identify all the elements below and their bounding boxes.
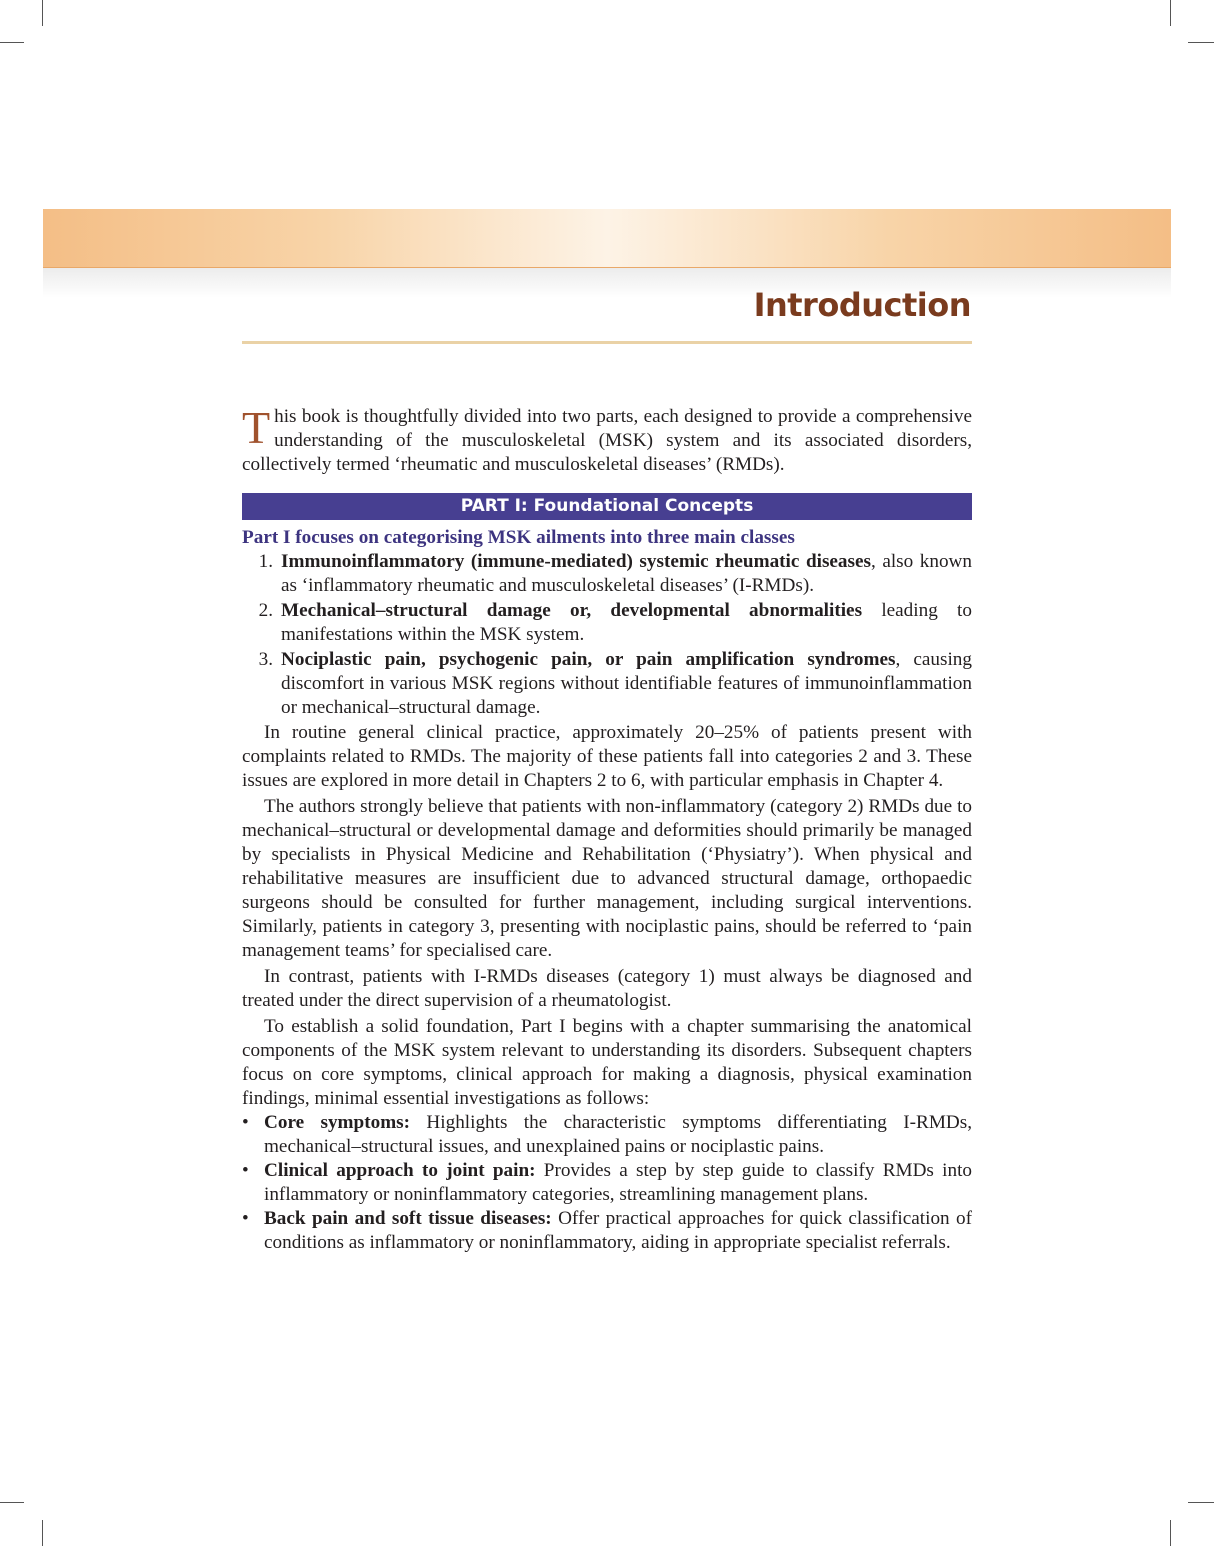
list-item-rest: , also known as ‘inflammatory rheumatic and musculoskeletal diseases’ (I-RMDs). bbox=[281, 551, 972, 596]
list-item-bold: Mechanical–structural damage or, developmental abnormalities bbox=[281, 600, 863, 621]
body-paragraph: In routine general clinical practice, approximately 20–25% of patients present with complaints related to RMDs. The majority of these patients fall into categories 2 and 3. These issues are explored in more detail in Chapters 2 to 6, with particular emphasis in Chapter 4. bbox=[242, 722, 972, 791]
header-band bbox=[43, 209, 1171, 269]
list-item bbox=[242, 648, 972, 720]
bullet-text bbox=[264, 1111, 972, 1159]
intro-paragraph bbox=[242, 402, 972, 477]
body-paragraph: In contrast, patients with I-RMDs diseases (category 1) must always be diagnosed and treated under the direct supervision of a rheumatologist. bbox=[242, 966, 972, 1011]
list-item-rest: , causing discomfort in various MSK regions without identifiable features of immunoinflammation or mechanical–structural damage. bbox=[281, 649, 972, 718]
crop-mark bbox=[42, 1520, 43, 1546]
title-rule bbox=[242, 341, 972, 344]
crop-mark bbox=[0, 42, 24, 43]
bullet-bold: Back pain and soft tissue diseases: bbox=[264, 1208, 552, 1229]
body-paragraph: To establish a solid foundation, Part I begins with a chapter summarising the anatomical components of the MSK system relevant to understanding its disorders. Subsequent chapters focus on core symptoms, clinical approach for making a diagnosis, physical examination findings, minimal essential investigations as follows: bbox=[242, 1016, 972, 1109]
bullet-icon: • bbox=[242, 1112, 249, 1133]
bullet-item bbox=[242, 1207, 972, 1255]
list-item-text bbox=[281, 550, 972, 598]
list-item bbox=[242, 550, 972, 598]
list-item-text bbox=[281, 599, 972, 647]
crop-mark bbox=[1188, 42, 1214, 43]
bullet-rest: Provides a step by step guide to classify RMDs into inflammatory or noninflammatory categories, streamlining management plans. bbox=[264, 1160, 972, 1205]
classes-list bbox=[242, 550, 972, 720]
bullet-list bbox=[242, 1111, 972, 1255]
intro-text: his book is thoughtfully divided into two parts, each designed to provide a comprehensive understanding of the musculoskeletal (MSK) system and its associated disorders, collectively termed ‘rheumatic and musculoskeletal diseases’ (RMDs). bbox=[242, 406, 972, 475]
bullet-rest: Highlights the characteristic symptoms differentiating I-RMDs, mechanical–structural issues, and unexplained pains or nociplastic pains. bbox=[264, 1112, 972, 1157]
bullet-bold: Clinical approach to joint pain: bbox=[264, 1160, 536, 1181]
crop-mark bbox=[0, 1502, 24, 1503]
bullet-rest: Offer practical approaches for quick classification of conditions as inflammatory or noninflammatory, aiding in appropriate specialist referrals. bbox=[264, 1208, 972, 1253]
list-item-text bbox=[281, 648, 972, 720]
list-number: 2. bbox=[258, 600, 273, 621]
bullet-text bbox=[264, 1159, 972, 1207]
bullet-icon: • bbox=[242, 1208, 249, 1229]
bullet-item bbox=[242, 1159, 972, 1207]
crop-mark bbox=[1170, 0, 1171, 26]
chapter-title: Introduction bbox=[753, 286, 971, 324]
crop-mark bbox=[1188, 1502, 1214, 1503]
list-item-bold: Nociplastic pain, psychogenic pain, or pain amplification syndromes bbox=[281, 649, 896, 670]
bullet-bold: Core symptoms: bbox=[264, 1112, 411, 1133]
drop-cap: T bbox=[242, 402, 271, 453]
list-item-rest: leading to manifestations within the MSK system. bbox=[281, 600, 972, 645]
list-number: 3. bbox=[258, 649, 273, 670]
list-item bbox=[242, 599, 972, 647]
header-band-shadow bbox=[43, 268, 1171, 298]
crop-mark bbox=[1170, 1520, 1171, 1546]
list-number: 1. bbox=[258, 551, 273, 572]
section-subheading: Part I focuses on categorising MSK ailments into three main classes bbox=[242, 527, 795, 548]
list-item-bold: Immunoinflammatory (immune-mediated) systemic rheumatic diseases bbox=[281, 551, 871, 572]
bullet-icon: • bbox=[242, 1160, 249, 1181]
page-content bbox=[242, 402, 972, 1255]
part-header: PART I: Foundational Concepts bbox=[242, 493, 972, 520]
bullet-item bbox=[242, 1111, 972, 1159]
body-paragraph: The authors strongly believe that patients with non-inflammatory (category 2) RMDs due to mechanical–structural or developmental damage and deformities should primarily be managed by specialists in Physical Medicine and Rehabilitation (‘Physiatry’). When physical and rehabilitative measures are insufficient due to advanced structural damage, orthopaedic surgeons should be consulted for further management, including surgical interventions. Similarly, patients in category 3, presenting with nociplastic pains, should be referred to ‘pain management teams’ for specialised care. bbox=[242, 796, 972, 961]
crop-mark bbox=[42, 0, 43, 26]
bullet-text bbox=[264, 1207, 972, 1255]
